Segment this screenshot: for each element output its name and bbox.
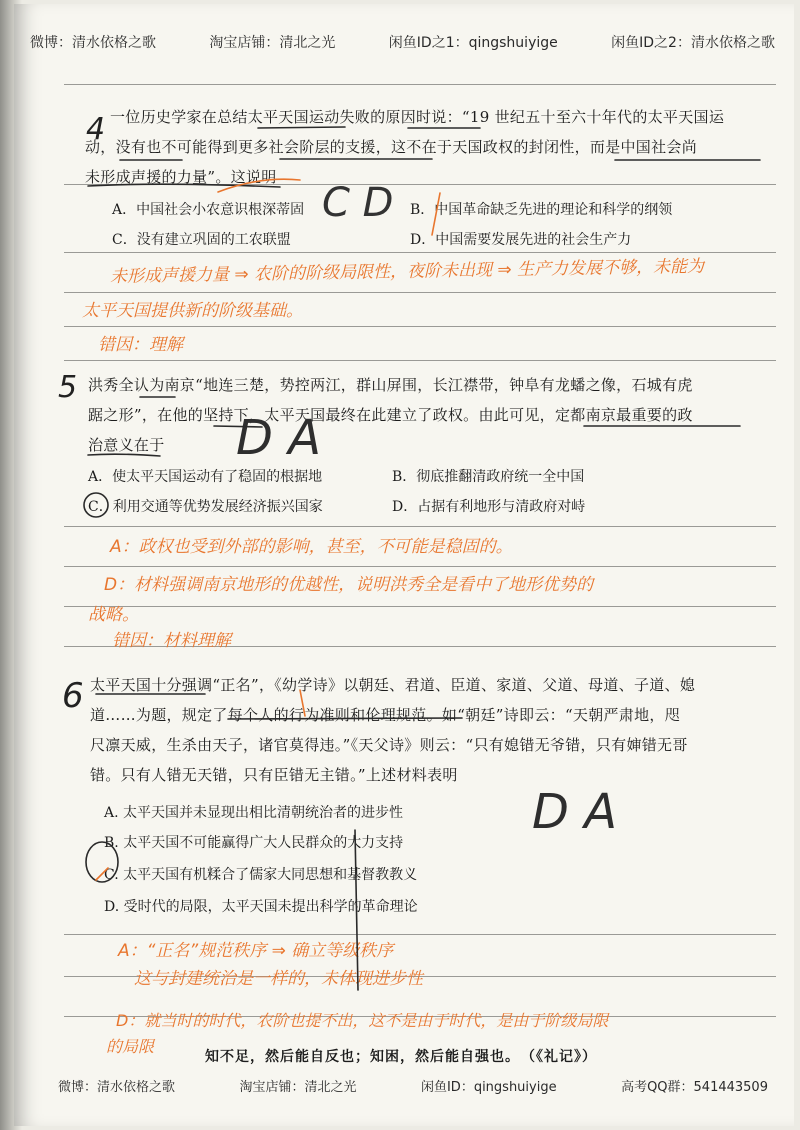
underline-mark [214,426,262,427]
footer-qq-group: 高考QQ群：541443509 [621,1080,768,1095]
question-6-note-4: 的局限 [106,1037,155,1056]
question-6-handwritten-number: 6 [62,676,84,716]
question-6-note-3: D：就当时的时代，农阶也提不出，这不是由于时代，是由于阶级局限 [116,1011,609,1030]
orange-stroke-mark [96,868,108,880]
question-4-line-2: 动，没有也不可能得到更多社会阶层的支援，这不在于天国政权的封闭性，而是中国社会尚 [85,138,698,156]
question-5-handwritten-answer: D A [236,410,322,466]
question-5-option-c: C．利用交通等优势发展经济振兴国家 [88,499,323,515]
question-4-line-3: 未形成声援的力量”。这说明 [85,168,277,186]
question-5-line-3: 治意义在于 [88,436,165,454]
question-6-option-b: B. 太平天国不可能赢得广大人民群众的大力支持 [104,835,404,851]
question-4-line-1: 一位历史学家在总结太平天国运动失败的原因时说：“19 世纪五十至六十年代的太平天国运 [110,108,725,126]
question-5-note-3: 战略。 [88,605,139,625]
question-5-option-d: D．占据有利地形与清政府对峙 [392,499,586,515]
underline-mark [258,127,345,128]
footer-taobao: 淘宝店铺：清北之光 [239,1080,357,1095]
orange-stroke-mark [432,193,440,235]
question-4-option-b: B．中国革命缺乏先进的理论和科学的纲领 [410,202,673,218]
question-5-option-a: A．使太平天国运动有了稳固的根据地 [88,469,323,485]
underline-mark [228,718,462,719]
page-footer [58,1076,768,1095]
question-5-option-b: B．彻底推翻清政府统一全中国 [392,469,585,485]
question-6-option-d: D. 受时代的局限，太平天国未提出科学的革命理论 [104,899,418,915]
question-5-line-1: 洪秀全认为南京“地连三楚，势控两江，群山屏围，长江襟带，钟阜有龙蟠之像，石城有虎 [88,376,693,394]
underline-mark [88,454,160,456]
question-4-handwritten-number: 4 [86,112,106,147]
header-xianyu-2: 闲鱼ID之2：清水依格之歌 [611,35,775,51]
header-xianyu-1: 闲鱼ID之1：qingshuiyige [388,35,558,51]
question-4-option-d: D．中国需要发展先进的社会生产力 [410,232,632,248]
question-6-line-1: 太平天国十分强调“正名”，《幼学诗》以朝廷、君道、臣道、家道、父道、母道、子道、媳 [90,676,696,694]
header-taobao: 淘宝店铺：清北之光 [209,35,336,51]
question-6-option-a: A. 太平天国并未显现出相比清朝统治者的进步性 [104,805,404,821]
stroke-mark [355,830,358,990]
question-5-line-2: 踞之形”，在他的坚持下，太平天国最终在此建立了政权。由此可见，定都南京最重要的政 [88,406,693,424]
question-6-option-c: C. 太平天国有机糅合了儒家大同思想和基督教教义 [104,867,418,883]
question-5-note-4: 错因：材料理解 [112,631,231,651]
question-6-line-3: 尺凛天威，生杀由天子，诸官莫得违。”《天父诗》则云：“只有媳错无爷错，只有婶错无哥 [90,736,688,754]
question-4-option-c: C．没有建立巩固的工农联盟 [112,232,291,248]
motto-quote: 知不足，然后能自反也；知困，然后能自强也。 （《礼记》） [205,1049,597,1065]
question-5-note-1: A：政权也受到外部的影响，甚至，不可能是稳固的。 [110,537,513,557]
question-5-handwritten-number: 5 [58,370,78,405]
footer-weibo: 微博：清水依格之歌 [58,1080,176,1095]
question-4-handwritten-answer: C D [322,180,394,226]
question-6-line-4: 错。只有人错无天错，只有臣错无主错。”上述材料表明 [90,766,458,784]
question-6-line-2: 道……为题，规定了每个人的行为准则和伦理规范。如“朝廷”诗即云：“天朝严肃地，咫 [90,706,681,724]
underline-mark [88,184,280,187]
question-6-note-2: 这与封建统治是一样的，未体现进步性 [134,969,423,989]
circle-mark [86,842,118,882]
question-4-note-3: 错因：理解 [98,335,183,355]
question-4-note-2: 太平天国提供新的阶级基础。 [82,301,303,321]
question-6-note-1: A：“正名”规范秩序 ⇒ 确立等级秩序 [118,941,394,961]
orange-stroke-mark [300,690,305,716]
question-5-note-2: D：材料强调南京地形的优越性，说明洪秀全是看中了地形优势的 [104,575,594,595]
question-4-note-1: 未形成声援力量 ⇒ 农阶的阶级局限性，夜阶未出现 ⇒ 生产力发展不够，未能为 [109,256,705,287]
question-4-option-a: A．中国社会小农意识根深蒂固 [112,202,305,218]
header-weibo: 微博：清水依格之歌 [30,35,156,51]
circle-mark [84,493,108,517]
question-6-handwritten-answer: D A [532,784,618,840]
footer-xianyu: 闲鱼ID：qingshuiyige [420,1080,557,1095]
